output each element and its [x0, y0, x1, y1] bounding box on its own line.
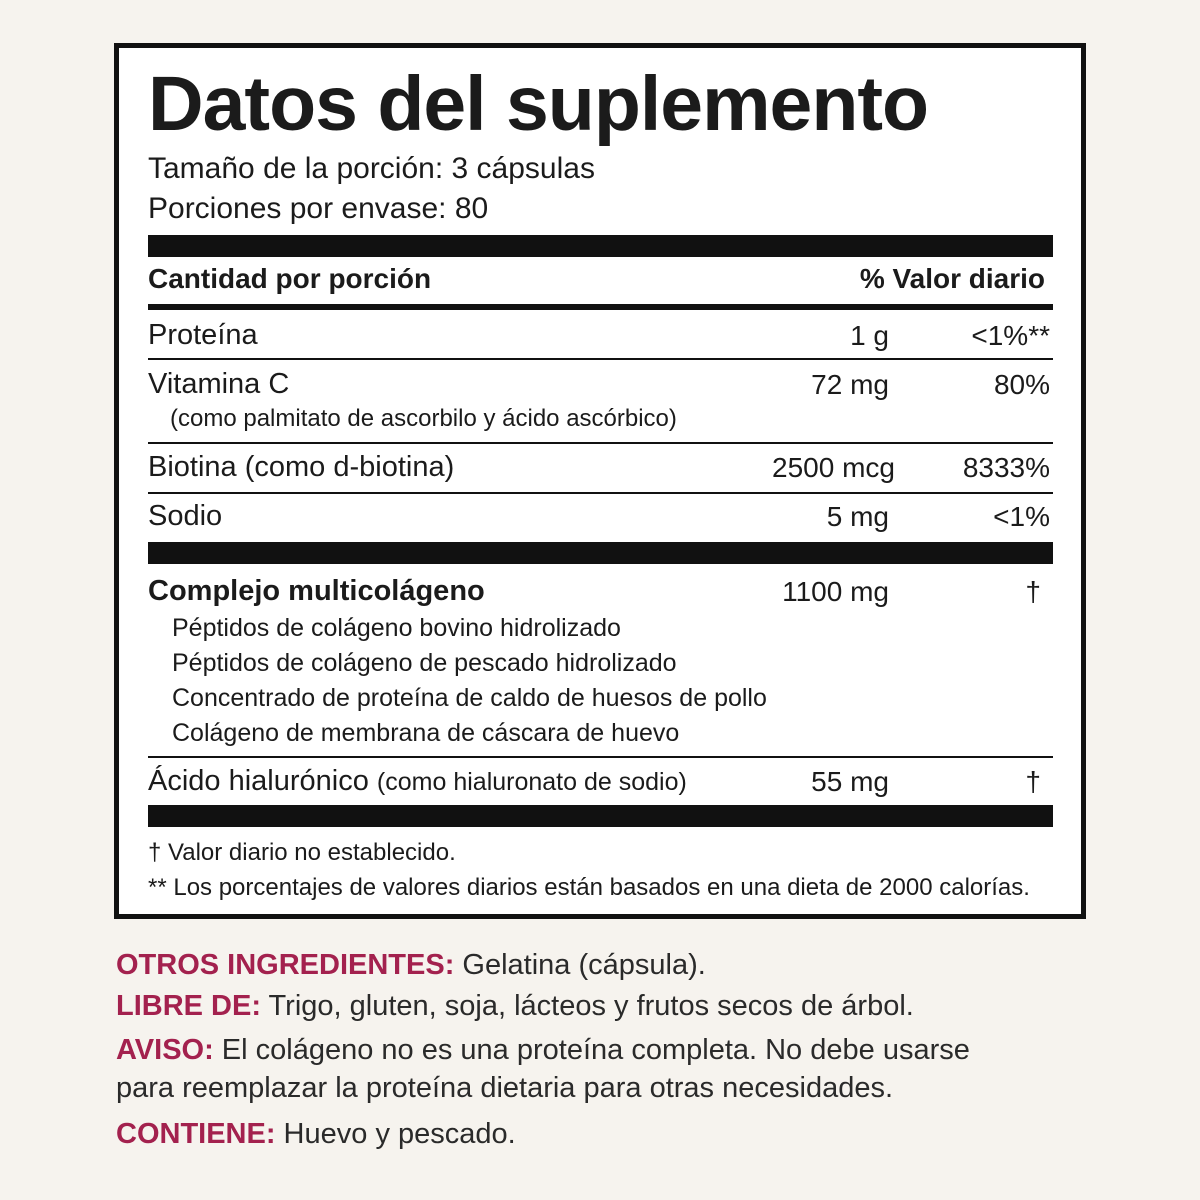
nutrient-dv-biotin: 8333%	[962, 452, 1050, 483]
nutrient-amount-vitamin-c: 72 mg	[811, 369, 889, 400]
hyaluronic-amount: 55 mg	[811, 766, 889, 797]
serving-size: Tamaño de la porción: 3 cápsulas	[148, 152, 595, 185]
complex-item: Concentrado de proteína de caldo de huesos de pollo	[172, 684, 767, 712]
footnote-daily-values: ** Los porcentajes de valores diarios están basados en una dieta de 2000 calorías.	[148, 874, 1030, 901]
servings-per-container: Porciones por envase: 80	[148, 192, 489, 225]
nutrient-name-biotin: Biotina (como d-biotina)	[148, 451, 455, 483]
nutrient-amount-sodium: 5 mg	[826, 501, 889, 532]
nutrient-amount-biotin: 2500 mcg	[772, 452, 895, 483]
row-divider	[148, 756, 1053, 758]
row-divider	[148, 492, 1053, 494]
warning-label: AVISO:	[116, 1034, 214, 1066]
footnote-dagger: † Valor diario no establecido.	[148, 839, 456, 866]
supplement-facts-inner	[148, 48, 1053, 914]
other-ingredients-label: OTROS INGREDIENTES:	[116, 949, 455, 981]
nutrient-name-protein: Proteína	[148, 319, 258, 351]
thick-divider	[148, 542, 1053, 564]
free-of-text: Trigo, gluten, soja, lácteos y frutos secos de árbol.	[261, 990, 914, 1022]
contains	[116, 1117, 516, 1152]
complex-item: Colágeno de membrana de cáscara de huevo	[172, 719, 680, 747]
hyaluronic-name-text: Ácido hialurónico	[148, 765, 369, 797]
nutrient-dv-vitamin-c: 80%	[993, 369, 1050, 400]
nutrient-note-vitamin-c: (como palmitato de ascorbilo y ácido ascórbico)	[170, 405, 677, 432]
warning	[116, 1033, 970, 1068]
hyaluronic-name	[148, 767, 687, 796]
complex-dv: †	[1025, 576, 1041, 607]
contains-label: CONTIENE:	[116, 1118, 276, 1150]
complex-item: Péptidos de colágeno de pescado hidrolizado	[172, 649, 677, 677]
nutrient-name-vitamin-c: Vitamina C	[148, 368, 290, 400]
medium-divider	[148, 304, 1053, 310]
free-of	[116, 989, 914, 1024]
amount-per-serving-header: Cantidad por porción	[148, 263, 432, 294]
complex-name: Complejo multicolágeno	[148, 575, 485, 607]
other-ingredients	[116, 948, 706, 983]
row-divider	[148, 358, 1053, 360]
supplement-facts-panel	[114, 43, 1086, 919]
warning-text: El colágeno no es una proteína completa. No debe usarse	[213, 1034, 970, 1066]
facts-title: Datos del suplemento	[148, 61, 929, 147]
thick-divider	[148, 805, 1053, 827]
nutrient-name-sodium: Sodio	[148, 500, 223, 532]
nutrient-dv-sodium: <1%	[993, 501, 1050, 532]
hyaluronic-dv: †	[1025, 766, 1041, 797]
free-of-label: LIBRE DE:	[116, 990, 261, 1022]
thick-divider	[148, 235, 1053, 257]
nutrient-amount-protein: 1 g	[850, 320, 889, 351]
complex-item: Péptidos de colágeno bovino hidrolizado	[172, 614, 621, 642]
other-ingredients-text: Gelatina (cápsula).	[454, 949, 706, 981]
nutrient-dv-protein: <1%**	[971, 320, 1050, 351]
daily-value-header: % Valor diario	[859, 263, 1045, 294]
contains-text: Huevo y pescado.	[275, 1118, 516, 1150]
row-divider	[148, 442, 1053, 444]
hyaluronic-note: (como hialuronato de sodio)	[376, 768, 687, 796]
warning-continued: para reemplazar la proteína dietaria para otras necesidades.	[116, 1072, 894, 1104]
complex-amount: 1100 mg	[782, 576, 889, 607]
